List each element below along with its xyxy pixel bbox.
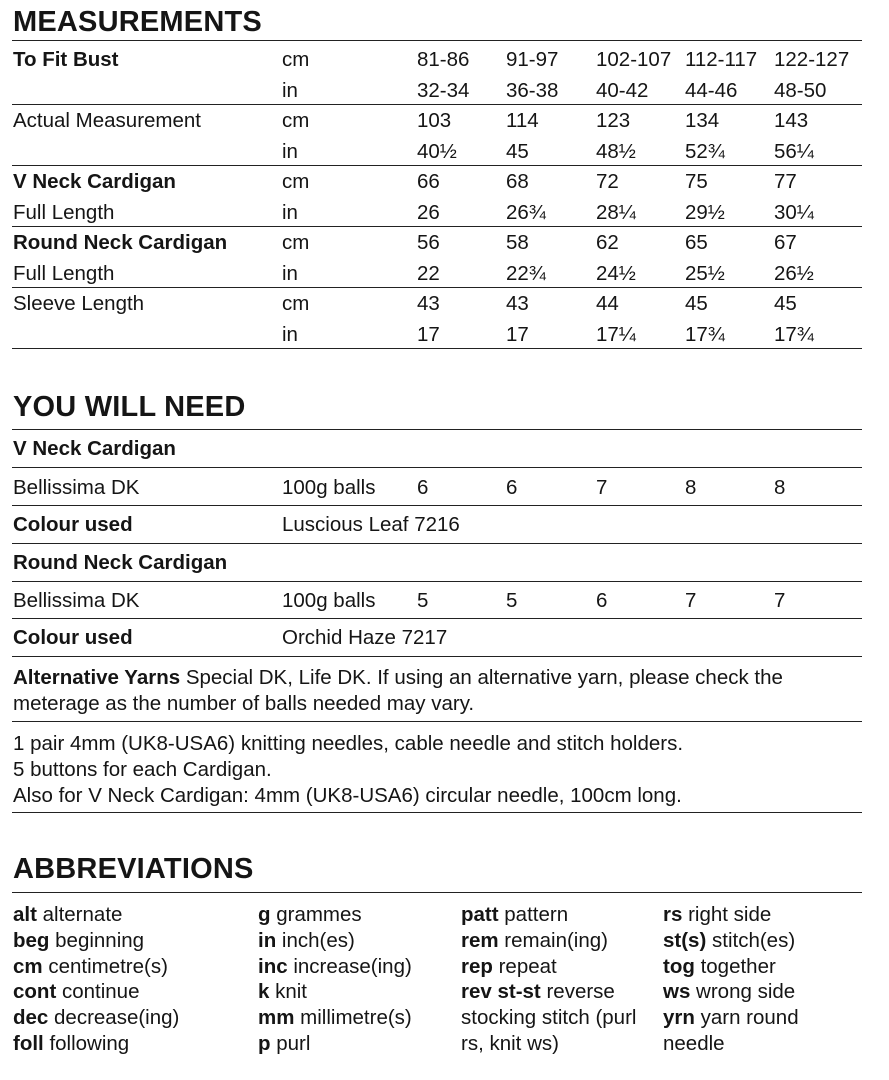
measurement-value: 25½ (685, 261, 725, 285)
abbreviation-meaning: alternate (36, 903, 123, 926)
alternative-yarns-line-1 (13, 666, 783, 690)
measurement-value: 65 (685, 231, 708, 254)
row-rule (12, 467, 862, 468)
ball-count-value: 6 (596, 589, 608, 612)
row-rule (12, 656, 862, 657)
row-rule (12, 287, 862, 288)
row-rule (12, 543, 862, 544)
needles-line-1: 1 pair 4mm (UK8-USA6) knitting needles, cable needle and stitch holders. (13, 732, 684, 755)
measurement-value: 134 (685, 109, 720, 132)
measurement-value: 72 (596, 170, 619, 193)
measurement-value: 75 (685, 170, 708, 193)
measurement-label: Actual Measurement (13, 109, 202, 132)
abbreviation-meaning: following (43, 1031, 130, 1055)
row-rule (12, 348, 862, 349)
abbreviation-meaning: needle (663, 1031, 725, 1055)
measurement-value: 45 (774, 292, 797, 315)
abbreviation-entry (13, 1005, 179, 1031)
abbreviation-entry (663, 1005, 799, 1031)
abbreviation-meaning: repeat (492, 954, 557, 978)
abbreviation-term: rs (663, 903, 683, 926)
row-rule (12, 226, 862, 227)
abbreviation-meaning: stitch(es) (706, 928, 796, 952)
abbreviation-entry (461, 1031, 636, 1057)
alternative-yarns-line-2: meterage as the number of balls needed may vary. (13, 692, 475, 715)
measurement-value: 40½ (417, 139, 457, 163)
measurement-unit: cm (282, 231, 310, 254)
measurement-unit: in (282, 261, 298, 285)
measurement-value: 62 (596, 231, 619, 254)
measurement-value: 123 (596, 109, 631, 132)
abbreviation-entry (258, 928, 412, 954)
measurement-unit: in (282, 322, 298, 346)
measurement-value: 143 (774, 109, 809, 132)
abbreviation-meaning: continue (56, 980, 140, 1004)
vneck-title: V Neck Cardigan (13, 437, 176, 460)
abbreviation-meaning: centimetre(s) (42, 954, 168, 978)
abbreviation-meaning: millimetre(s) (294, 1006, 412, 1030)
measurement-value: 68 (506, 170, 529, 193)
abbreviation-entry (13, 928, 179, 954)
measurement-value: 17¾ (685, 322, 725, 346)
measurement-value: 32-34 (417, 78, 470, 102)
measurement-value: 66 (417, 170, 440, 193)
measurement-value: 45 (685, 292, 708, 315)
roundneck-colour-label: Colour used (13, 626, 133, 649)
abbreviation-entry (258, 902, 412, 928)
abbreviations-heading: ABBREVIATIONS (13, 853, 254, 885)
measurement-value: 112-117 (685, 48, 758, 71)
abbreviation-meaning: right side (682, 903, 772, 926)
vneck-colour-value: Luscious Leaf 7216 (282, 513, 460, 536)
roundneck-title: Round Neck Cardigan (13, 551, 228, 574)
ball-count-value: 8 (774, 476, 786, 499)
measurement-value: 56 (417, 231, 440, 254)
abbreviation-term: g (258, 903, 271, 926)
abbreviation-term: inc (258, 954, 288, 978)
measurement-value: 103 (417, 109, 452, 132)
measurement-value: 56¼ (774, 139, 814, 163)
heading-rule (12, 892, 862, 893)
measurement-value: 81-86 (417, 48, 470, 71)
ball-count-value: 7 (596, 476, 608, 499)
abbreviation-entry (258, 1031, 412, 1057)
abbreviation-entry (258, 979, 412, 1005)
measurement-value: 26¾ (506, 200, 546, 224)
abbreviation-entry (461, 1005, 636, 1031)
abbreviation-meaning: remain(ing) (498, 928, 608, 952)
ball-count-value: 6 (506, 476, 518, 499)
measurement-value: 24½ (596, 261, 636, 285)
measurement-value: 17¼ (596, 322, 636, 346)
abbreviations-column-4 (663, 902, 799, 1057)
abbreviations-column-3 (461, 902, 636, 1057)
abbreviation-term: rem (461, 928, 499, 952)
measurement-value: 36-38 (506, 78, 559, 102)
abbreviation-meaning: decrease(ing) (48, 1006, 180, 1030)
abbreviation-term: st(s) (663, 928, 707, 952)
measurement-value: 29½ (685, 200, 725, 224)
abbreviation-term: alt (13, 903, 37, 926)
abbreviation-term: rev st-st (461, 980, 541, 1004)
measurement-value: 40-42 (596, 78, 649, 102)
abbreviation-meaning: grammes (270, 903, 362, 926)
measurement-value: 26 (417, 200, 440, 224)
measurement-unit: cm (282, 48, 310, 71)
measurement-unit: cm (282, 109, 310, 132)
measurement-value: 114 (506, 109, 539, 132)
measurement-value: 58 (506, 231, 529, 254)
row-rule (12, 812, 862, 813)
measurement-value: 48½ (596, 139, 636, 163)
measurement-unit: cm (282, 170, 310, 193)
abbreviation-term: cont (13, 980, 57, 1004)
row-rule (12, 721, 862, 722)
abbreviation-meaning: inch(es) (276, 928, 355, 952)
measurement-value: 52¾ (685, 139, 725, 163)
abbreviation-meaning: stocking stitch (purl (461, 1006, 637, 1030)
abbreviation-entry (663, 902, 799, 928)
abbreviation-term: mm (258, 1006, 295, 1030)
abbreviation-entry (461, 928, 636, 954)
measurement-label: V Neck Cardigan (13, 170, 176, 193)
abbreviation-entry (258, 954, 412, 980)
abbreviation-meaning: pattern (498, 903, 569, 926)
row-rule (12, 581, 862, 582)
measurement-label: Full Length (13, 261, 115, 285)
measurement-value: 17 (506, 322, 529, 346)
abbreviation-entry (13, 979, 179, 1005)
measurement-unit: in (282, 139, 298, 163)
abbreviation-entry (258, 1005, 412, 1031)
abbreviation-term: p (258, 1031, 271, 1055)
measurement-value: 44-46 (685, 78, 738, 102)
ball-count-value: 7 (774, 589, 786, 612)
alternative-yarns-label: Alternative Yarns (13, 666, 181, 689)
abbreviation-term: tog (663, 954, 695, 978)
measurement-value: 26½ (774, 261, 814, 285)
vneck-yarn-unit: 100g balls (282, 476, 376, 499)
alternative-yarns-text: Special DK, Life DK. If using an alternative yarn, please check the (180, 666, 783, 689)
measurement-label: Sleeve Length (13, 292, 145, 315)
abbreviation-entry (461, 954, 636, 980)
roundneck-yarn-unit: 100g balls (282, 589, 376, 612)
abbreviation-term: yrn (663, 1006, 695, 1030)
measurement-value: 17¾ (774, 322, 814, 346)
abbreviation-term: in (258, 928, 277, 952)
row-rule (12, 618, 862, 619)
abbreviation-meaning: purl (270, 1031, 311, 1055)
abbreviation-meaning: increase(ing) (287, 954, 412, 978)
abbreviation-entry (663, 954, 799, 980)
heading-rule (12, 40, 862, 41)
ball-count-value: 7 (685, 589, 697, 612)
measurement-value: 48-50 (774, 78, 827, 102)
measurement-label: Full Length (13, 200, 115, 224)
abbreviation-entry (663, 928, 799, 954)
abbreviation-meaning: knit (269, 980, 308, 1004)
row-rule (12, 165, 862, 166)
abbreviation-term: cm (13, 954, 43, 978)
measurement-value: 44 (596, 292, 619, 315)
measurement-value: 28¼ (596, 200, 636, 224)
row-rule (12, 505, 862, 506)
ball-count-value: 5 (417, 589, 429, 612)
measurement-value: 67 (774, 231, 797, 254)
abbreviation-meaning: reverse (540, 980, 615, 1004)
abbreviation-term: beg (13, 928, 50, 952)
needles-line-2: 5 buttons for each Cardigan. (13, 758, 272, 781)
ball-count-value: 5 (506, 589, 518, 612)
measurement-unit: in (282, 78, 298, 102)
abbreviation-entry (461, 902, 636, 928)
abbreviation-entry (13, 954, 179, 980)
measurement-value: 122-127 (774, 48, 850, 71)
abbreviation-term: rep (461, 954, 493, 978)
abbreviation-entry (461, 979, 636, 1005)
measurement-value: 30¼ (774, 200, 814, 224)
abbreviation-meaning: rs, knit ws) (461, 1031, 559, 1055)
measurement-value: 17 (417, 322, 440, 346)
measurement-value: 77 (774, 170, 797, 193)
vneck-colour-label: Colour used (13, 513, 133, 536)
measurement-label: Round Neck Cardigan (13, 231, 228, 254)
measurement-unit: in (282, 200, 298, 224)
roundneck-colour-value: Orchid Haze 7217 (282, 626, 448, 649)
abbreviation-term: foll (13, 1031, 44, 1055)
abbreviation-term: dec (13, 1006, 49, 1030)
abbreviation-meaning: beginning (49, 928, 145, 952)
you-will-need-heading: YOU WILL NEED (13, 391, 246, 423)
abbreviation-entry (13, 1031, 179, 1057)
abbreviation-meaning: yarn round (694, 1006, 799, 1030)
measurement-label: To Fit Bust (13, 48, 119, 71)
abbreviation-term: k (258, 980, 270, 1004)
measurement-value: 43 (506, 292, 529, 315)
measurement-value: 22¾ (506, 261, 546, 285)
measurement-value: 91-97 (506, 48, 559, 71)
ball-count-value: 8 (685, 476, 697, 499)
abbreviation-entry (13, 902, 179, 928)
measurement-unit: cm (282, 292, 310, 315)
abbreviation-term: patt (461, 903, 499, 926)
abbreviation-meaning: wrong side (690, 980, 796, 1004)
measurement-value: 22 (417, 261, 440, 285)
abbreviation-entry (663, 979, 799, 1005)
ball-count-value: 6 (417, 476, 429, 499)
abbreviations-column-1 (13, 902, 179, 1057)
measurements-heading: MEASUREMENTS (13, 6, 262, 38)
row-rule (12, 104, 862, 105)
vneck-yarn: Bellissima DK (13, 476, 140, 499)
measurement-value: 43 (417, 292, 440, 315)
needles-line-3: Also for V Neck Cardigan: 4mm (UK8-USA6) circular needle, 100cm long. (13, 784, 682, 807)
abbreviation-meaning: together (694, 954, 776, 978)
measurement-value: 45 (506, 139, 529, 163)
abbreviation-term: ws (663, 980, 691, 1004)
roundneck-yarn: Bellissima DK (13, 589, 140, 612)
abbreviations-column-2 (258, 902, 412, 1057)
heading-rule (12, 429, 862, 430)
abbreviation-entry (663, 1031, 799, 1057)
measurement-value: 102-107 (596, 48, 672, 71)
